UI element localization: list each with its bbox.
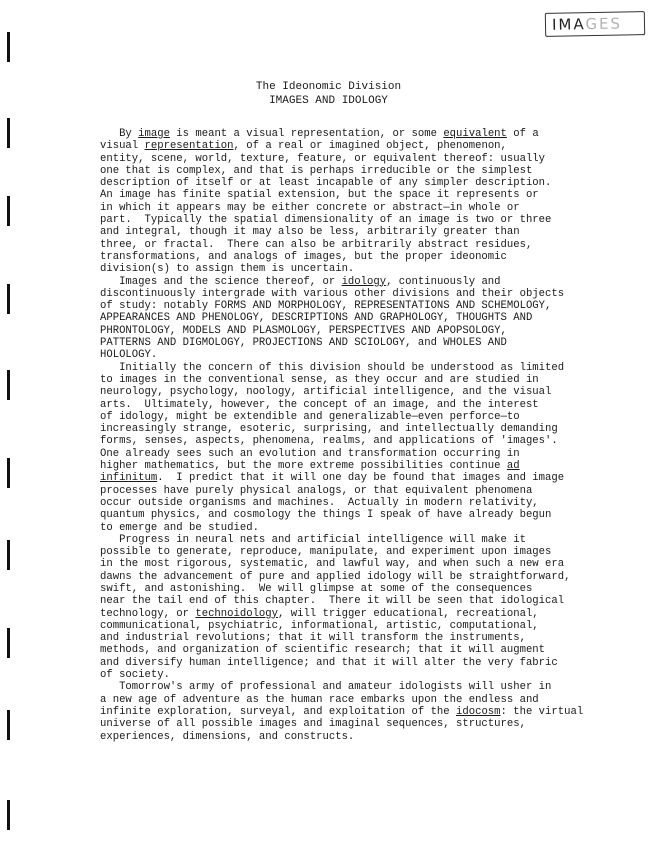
text-line <box>100 460 640 472</box>
text-segment: swift, and astonishing. We will glimpse at some of the consequences <box>100 582 533 595</box>
margin-mark <box>7 196 10 226</box>
text-segment: dawns the advancement of pure and applied idology will be straightforward, <box>100 570 571 583</box>
text-line <box>100 177 640 189</box>
text-segment: one that is complex, and that is perhaps irreducible or the simplest <box>100 164 533 177</box>
text-line <box>100 288 640 300</box>
margin-mark <box>7 458 10 488</box>
text-segment: division(s) to assign them is uncertain. <box>100 263 355 276</box>
text-segment: forms, senses, aspects, phenomena, realms, and applications of 'images'. <box>100 435 558 448</box>
text-line <box>100 632 640 644</box>
text-line <box>100 571 640 583</box>
text-segment: PATTERNS AND DIGMOLOGY, PROJECTIONS AND SCIOLOGY, and WHOLES AND <box>100 337 507 350</box>
margin-mark <box>7 370 10 400</box>
text-line <box>100 534 640 546</box>
text-line <box>100 718 640 730</box>
text-segment: of a <box>506 128 539 140</box>
text-segment: Images and the science thereof, or <box>100 275 342 288</box>
text-segment: description of itself or at least incapable of any simpler description. <box>100 177 552 190</box>
margin-mark <box>7 710 10 740</box>
text-line <box>100 731 640 743</box>
text-line <box>100 681 640 693</box>
underlined-term: ad <box>506 460 520 473</box>
underlined-term: representation <box>144 140 234 153</box>
text-line <box>100 423 640 435</box>
text-segment: communicational, psychiatric, informational, artistic, computational, <box>100 619 539 632</box>
text-segment: and diversify human intelligence; and that it will alter the very fabric <box>100 656 558 669</box>
text-segment: in the most rigorous, systematic, and lawful way, and when such a new era <box>100 558 565 571</box>
text-line <box>100 325 640 337</box>
text-segment: methods, and organization of scientific research; that it will augment <box>100 644 546 657</box>
text-line <box>100 140 640 152</box>
text-segment: to emerge and be studied. <box>100 521 259 534</box>
text-segment: of study: notably FORMS AND MORPHOLOGY, REPRESENTATIONS AND SCHEMOLOGY, <box>100 300 552 313</box>
text-segment: universe of all possible images and imaginal sequences, structures, <box>100 718 526 731</box>
text-line <box>100 435 640 447</box>
text-segment: : the virtual <box>500 705 584 718</box>
underlined-term: image <box>138 128 170 140</box>
text-segment: occur outside organisms and machines. Actually in modern relativity, <box>100 496 539 509</box>
text-line <box>100 546 640 558</box>
text-segment: possible to generate, reproduce, manipulate, and experiment upon images <box>100 546 552 559</box>
text-segment: near the tail end of this chapter. There it will be seen that idological <box>100 595 565 608</box>
text-line <box>100 694 640 706</box>
text-line <box>100 644 640 656</box>
text-segment: arts. Ultimately, however, the concept of an image, and the interest <box>100 398 539 411</box>
text-line <box>100 657 640 669</box>
text-segment: is meant a visual representation, or some <box>169 128 444 140</box>
text-line <box>100 522 640 534</box>
text-segment: neurology, psychology, noology, artificial intelligence, and the visual <box>100 386 552 399</box>
text-segment: part. Typically the spatial dimensionality of an image is two or three <box>100 214 552 227</box>
text-segment: technology, or <box>100 607 196 620</box>
text-line <box>100 349 640 361</box>
text-line <box>100 399 640 411</box>
text-line <box>100 239 640 251</box>
text-line <box>100 620 640 632</box>
text-segment: of society. <box>100 669 170 682</box>
text-segment: By <box>100 128 139 140</box>
text-segment: transformations, and analogs of images, but the proper ideonomic <box>100 250 507 263</box>
underlined-term: infinitum <box>100 472 158 485</box>
text-line <box>100 189 640 201</box>
text-line <box>100 386 640 398</box>
document-title <box>0 80 657 108</box>
text-line <box>100 595 640 607</box>
text-line <box>100 485 640 497</box>
text-segment: experiences, dimensions, and constructs. <box>100 730 355 743</box>
margin-mark <box>7 540 10 570</box>
text-line <box>100 362 640 374</box>
text-segment: infinite exploration, surveyal, and exploitation of the <box>100 705 457 718</box>
text-segment: , will trigger educational, recreational, <box>278 607 539 620</box>
margin-mark <box>7 32 10 62</box>
underlined-term: idology <box>341 275 387 288</box>
margin-mark <box>7 800 10 830</box>
text-line <box>100 300 640 312</box>
text-line <box>100 263 640 275</box>
text-line <box>100 558 640 570</box>
text-segment: discontinuously intergrade with various other divisions and their objects <box>100 287 565 300</box>
text-segment: Initially the concern of this division should be understood as limited <box>100 361 565 374</box>
text-segment: APPEARANCES AND PHENOLOGY, DESCRIPTIONS AND GRAPHOLOGY, THOUGHTS AND <box>100 312 533 325</box>
text-segment: An image has finite spatial extension, but the space it represents or <box>100 189 539 202</box>
text-line <box>100 153 640 165</box>
text-line <box>100 165 640 177</box>
text-line <box>100 583 640 595</box>
text-segment: in which it appears may be either concrete or abstract—in whole or <box>100 201 520 214</box>
text-segment: of idology, might be extendible and generalizable—even perforce—to <box>100 410 520 423</box>
handwritten-stamp: IMAGES <box>545 11 645 37</box>
text-line <box>100 497 640 509</box>
underlined-term: idocosm <box>456 705 501 718</box>
text-segment: , continuously and <box>386 275 501 288</box>
text-line <box>100 374 640 386</box>
margin-mark <box>7 628 10 658</box>
text-line <box>100 276 640 288</box>
text-line <box>100 312 640 324</box>
text-segment: visual <box>100 140 145 153</box>
text-segment: three, or fractal. There can also be arbitrarily abstract residues, <box>100 238 533 251</box>
text-line <box>100 411 640 423</box>
text-line <box>100 226 640 238</box>
text-segment: quantum physics, and cosmology the things I speak of have already begun <box>100 509 552 522</box>
text-line <box>100 337 640 349</box>
text-segment: and industrial revolutions; that it will transform the instruments, <box>100 632 526 645</box>
text-segment: and integral, though it may also be less, arbitrarily greater than <box>100 226 520 239</box>
text-line <box>100 706 640 718</box>
margin-mark <box>7 118 10 148</box>
text-segment: One already sees such an evolution and transformation occurring in <box>100 447 520 460</box>
underlined-term: equivalent <box>443 128 507 140</box>
text-segment: Progress in neural nets and artificial intelligence will make it <box>100 533 526 546</box>
text-segment: increasingly strange, esoteric, surprising, and intellectually demanding <box>100 423 558 436</box>
text-segment: , of a real or imagined object, phenomenon, <box>233 140 507 153</box>
text-segment: to images in the conventional sense, as they occur and are studied in <box>100 373 539 386</box>
text-segment: processes have purely physical analogs, or that equivalent phenomena <box>100 484 533 497</box>
text-line <box>100 251 640 263</box>
section-title: IMAGES AND IDOLOGY <box>269 95 388 107</box>
text-segment: HOLOLOGY. <box>100 349 158 362</box>
division-title: The Ideonomic Division <box>255 81 402 93</box>
underlined-term: technoidology <box>195 607 279 620</box>
text-segment: a new age of adventure as the human race embarks upon the endless and <box>100 693 539 706</box>
text-line <box>100 472 640 484</box>
text-line <box>100 128 640 140</box>
margin-mark <box>7 284 10 314</box>
text-line <box>100 509 640 521</box>
text-line <box>100 608 640 620</box>
text-segment: . I predict that it will one day be found that images and image <box>157 472 565 485</box>
text-line <box>100 202 640 214</box>
body-text <box>100 128 640 743</box>
text-line <box>100 448 640 460</box>
text-segment: PHRONTOLOGY, MODELS AND PLASMOLOGY, PERSPECTIVES AND APOPSOLOGY, <box>100 324 507 337</box>
text-line <box>100 669 640 681</box>
text-segment: Tomorrow's army of professional and amateur idologists will usher in <box>100 681 552 694</box>
text-segment: higher mathematics, but the more extreme possibilities continue <box>100 460 507 473</box>
text-segment: entity, scene, world, texture, feature, or equivalent thereof: usually <box>100 152 546 165</box>
text-line <box>100 214 640 226</box>
